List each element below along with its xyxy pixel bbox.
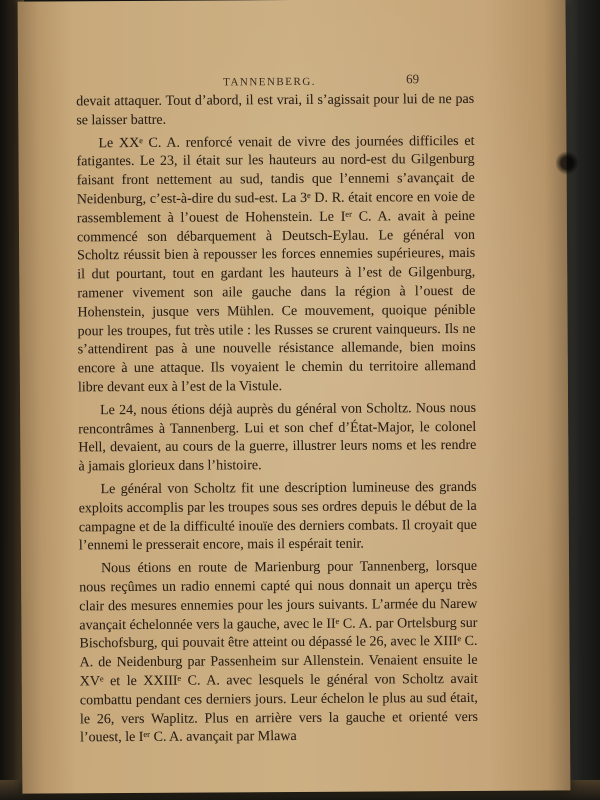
running-head [18, 0, 566, 89]
book-page [18, 0, 571, 794]
paragraph-continuation: devait attaquer. Tout d’abord, il est vrai, il s’agissait pour lui de ne pas se laisser battre. [76, 91, 475, 129]
body-text [76, 91, 478, 749]
paragraph: Nous étions en route de Marienburg pour Tannenberg, lorsque nous reçûmes un radio ennemi capté qui nous donnait un aperçu très clair des mesures ennemies pour les jours suivants. L’armée du Narew avançait échelonnée vers la gauche, avec le IIᵉ C. A. par Ortelsburg sur Bischofsburg, qui pouvait être atteint ou dépassé le 26, avec le XIIIᵉ C. A. de Neidenburg par Passenheim sur Allenstein. Venaient ensuite le XVᵉ et le XXIIIᵉ C. A. avec lesquels le général von Scholtz avait combattu pendant ces derniers jours. Leur échelon le plus au sud était, le 26, vers Waplitz. Plus en arrière vers la gauche et orienté vers l’ouest, le Iᵉʳ C. A. avançait par Mlawa [79, 559, 479, 746]
page-edge-mark [556, 150, 578, 176]
paragraph: Le XXᵉ C. A. renforcé venait de vivre des journées difficiles et fatigantes. Le 23, il était sur les hauteurs au nord-est du Gilgenburg faisant front nettement au sud, tandis que l’ennemi s’avançait de Neidenburg, c’est-à-dire du sud-est. La 3ᵉ D. R. était encore en voie de rassemblement à l’ouest de Hohenstein. Le Iᵉʳ C. A. avait à peine commencé son débarquement à Deutsch-Eylau. Le général von Scholtz réussit bien à repousser les forces ennemies supérieures, mais il dut pourtant, tout en gardant les hauteurs à l’est de Gilgenburg, ramener vivement son aile gauche dans la région à l’ouest de Hohenstein, jusque vers Mühlen. Ce mouvement, quoique pénible pour les troupes, fut très utile : les Russes se crurent vainqueurs. Ils ne s’attendirent pas à une nouvelle résistance allemande, bien moins encore à une attaque. Ils voyaient le chemin du territoire allemand libre devant eux à l’est de la Vistule. [76, 133, 476, 396]
paragraph: Le général von Scholtz fit une description lumineuse des grands exploits accomplis par les troupes sous ses ordres depuis le début de la campagne et de la difficulté inouïe des derniers combats. Il croyait que l’ennemi le presserait encore, mais il espérait tenir. [78, 479, 477, 554]
paragraph: Le 24, nous étions déjà auprès du général von Scholtz. Nous nous rencontrâmes à Tannenberg. Lui et son chef d’État-Major, le colonel Hell, devaient, au cours de la guerre, illustrer leurs noms et les rendre à jamais glorieux dans l’histoire. [78, 400, 477, 475]
page-number: 69 [406, 71, 420, 87]
running-title: TANNENBERG. [223, 75, 317, 89]
book-background-right [566, 0, 600, 800]
